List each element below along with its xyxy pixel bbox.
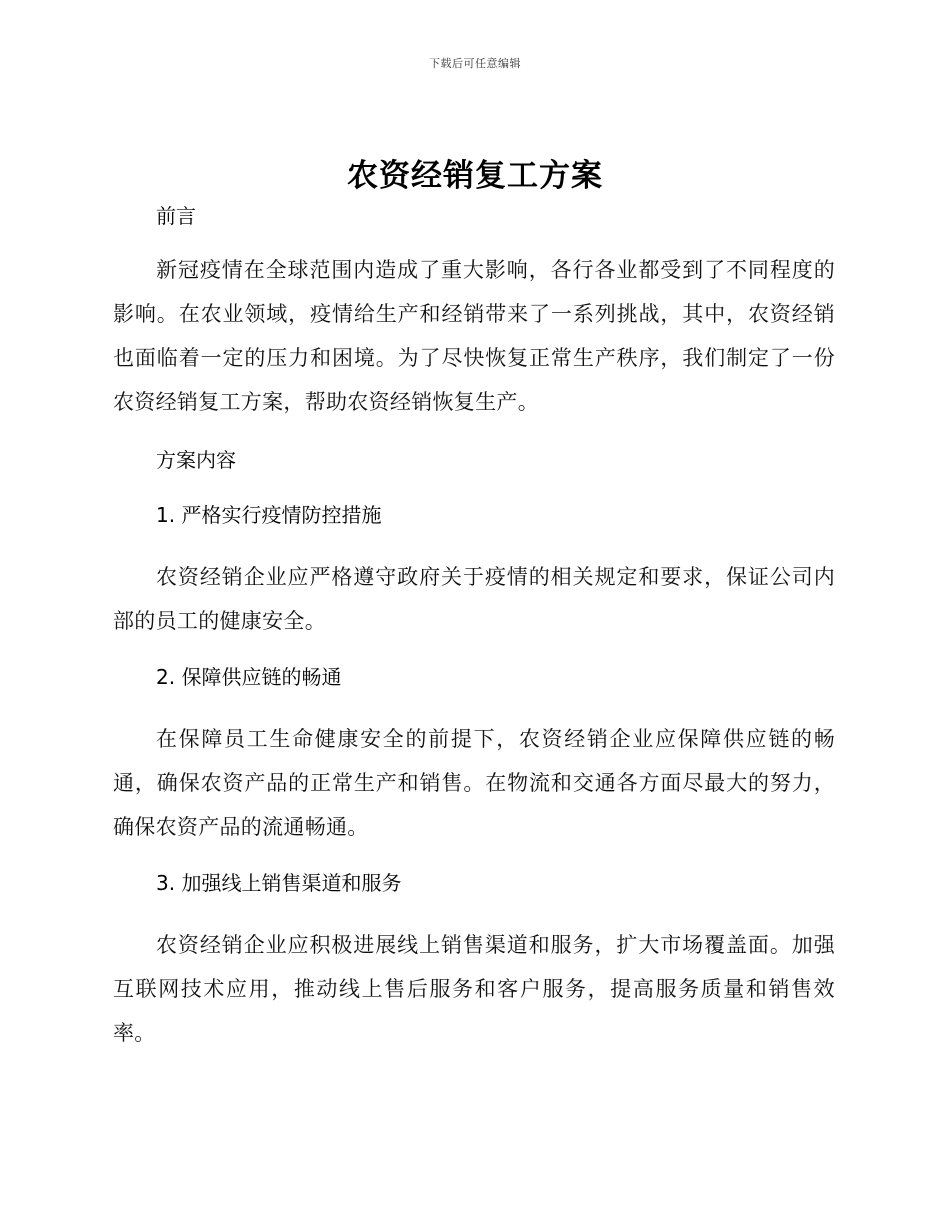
section-2-paragraph: 在保障员工生命健康安全的前提下，农资经销企业应保障供应链的畅通，确保农资产品的正常生产和销售。在物流和交通各方面尽最大的努力，确保农资产品的流通畅通。 (113, 727, 835, 839)
plan-heading: 方案内容 (156, 448, 236, 472)
section-3-heading: 3. 加强线上销售渠道和服务 (156, 871, 402, 895)
preface-heading: 前言 (156, 204, 196, 228)
section-2-heading: 2. 保障供应链的畅通 (156, 665, 342, 689)
section-1-heading: 1. 严格实行疫情防控措施 (156, 503, 382, 527)
document-body (113, 202, 835, 1055)
section-1-paragraph: 农资经销企业应严格遵守政府关于疫情的相关规定和要求，保证公司内部的员工的健康安全。 (113, 565, 835, 633)
section-3-paragraph: 农资经销企业应积极进展线上销售渠道和服务，扩大市场覆盖面。加强互联网技术应用，推动线上售后服务和客户服务，提高服务质量和销售效率。 (113, 933, 835, 1045)
document-title: 农资经销复工方案 (347, 158, 603, 194)
preface-paragraph: 新冠疫情在全球范围内造成了重大影响，各行各业都受到了不同程度的影响。在农业领域，疫情给生产和经销带来了一系列挑战，其中，农资经销也面临着一定的压力和困境。为了尽快恢复正常生产秩序，我们制定了一份农资经销复工方案，帮助农资经销恢复生产。 (113, 258, 835, 414)
page-header-note: 下载后可任意编辑 (429, 57, 521, 70)
